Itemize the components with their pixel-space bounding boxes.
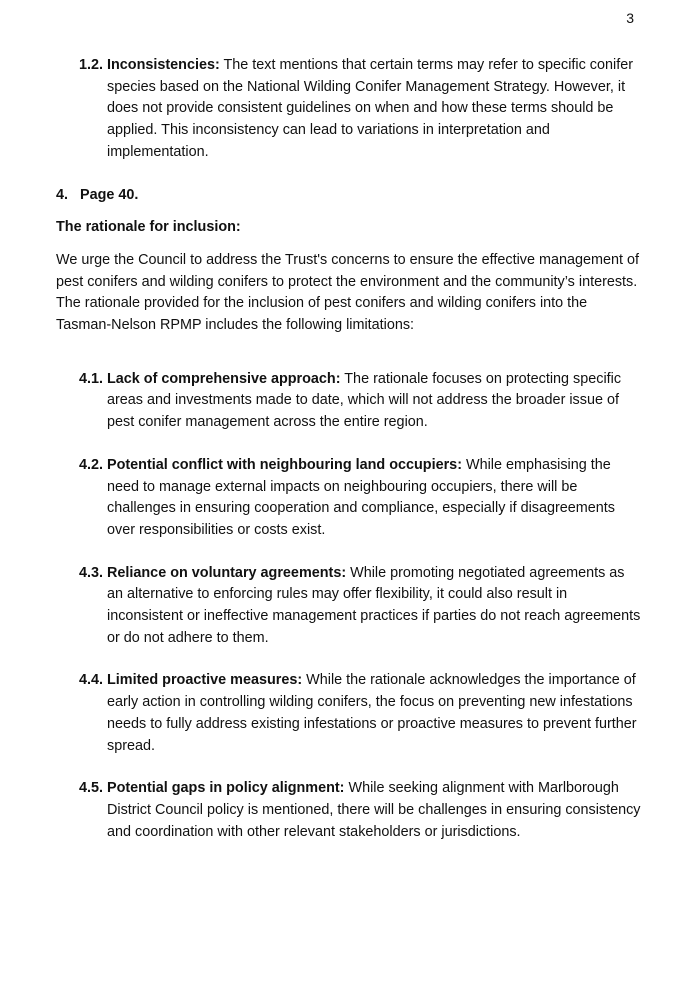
list-item-4-4	[56, 670, 641, 757]
item-lead: Lack of comprehensive approach:	[107, 370, 341, 387]
item-text: The text mentions that certain terms may refer to specific conifer species based on the National Wilding Conifer Management Strategy. However, it does not provide consistent guidelines on when and how these terms should be applied. This inconsistency can lead to variations in interpretation and implementation.	[107, 57, 633, 160]
list-item-4-3	[56, 563, 641, 650]
item-number: 1.2.	[79, 57, 104, 73]
page-content	[56, 55, 641, 843]
list-item-4-5	[56, 778, 641, 843]
item-lead: Potential gaps in policy alignment:	[107, 780, 345, 797]
item-number: 4.4.	[79, 672, 104, 689]
section-number: 4.	[56, 186, 69, 203]
item-lead: Limited proactive measures:	[107, 672, 303, 689]
list-item-1-2	[56, 55, 641, 164]
item-number: 4.1.	[79, 370, 104, 387]
section-heading	[56, 185, 641, 207]
item-lead: Inconsistencies:	[107, 57, 220, 73]
item-number: 4.3.	[79, 564, 104, 581]
list-item-4-1	[56, 369, 641, 434]
list-item-4-2	[56, 455, 641, 542]
page-number: 3	[626, 10, 634, 26]
item-text: While emphasising the need to manage external impacts on neighbouring occupiers, there will be challenges in ensuring cooperation and compliance, especially if disagreements over responsibilities or costs exist.	[107, 456, 615, 538]
section-title: Page 40.	[80, 186, 139, 203]
item-number: 4.5.	[79, 780, 104, 797]
item-lead: Potential conflict with neighbouring land occupiers:	[107, 456, 462, 473]
item-number: 4.2.	[79, 456, 104, 473]
rationale-heading: The rationale for inclusion:	[56, 219, 241, 236]
item-text: While seeking alignment with Marlborough District Council policy is mentioned, there will be challenges in ensuring consistency and coordination with other relevant stakeholders or jurisdictions.	[107, 780, 641, 840]
item-lead: Reliance on voluntary agreements:	[107, 564, 347, 581]
item-text: While the rationale acknowledges the importance of early action in controlling wilding conifers, the focus on preventing new infestations needs to fully address existing infestations or proactive measures to prevent further spread.	[107, 672, 637, 754]
item-text: The rationale focuses on protecting specific areas and investments made to date, which will not address the broader issue of pest conifer management across the entire region.	[107, 370, 622, 431]
item-text: While promoting negotiated agreements as an alternative to enforcing rules may offer flexibility, it could also result in inconsistent or ineffective management practices if parties do not reach agreements or do not adhere to them.	[107, 564, 641, 646]
intro-paragraph: We urge the Council to address the Trust's concerns to ensure the effective management of pest conifers and wilding conifers to protect the environment and the community’s interests. The rationale provided for the inclusion of pest conifers and wilding conifers into the Tasman-Nelson RPMP includes the following limitations:	[56, 251, 639, 334]
